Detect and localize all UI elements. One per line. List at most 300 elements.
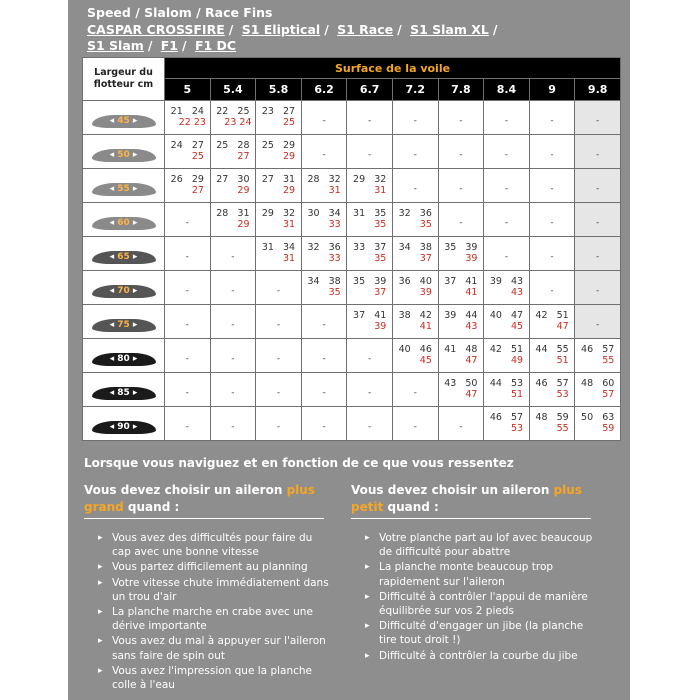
fin-size-value: 38	[419, 242, 432, 253]
empty-value: -	[322, 320, 326, 330]
fin-size-cell	[438, 339, 484, 373]
empty-value: -	[596, 320, 600, 330]
board-width-cell	[83, 203, 165, 237]
category-title: Speed / Slalom / Race Fins	[87, 5, 273, 20]
empty-value: -	[550, 150, 554, 160]
fin-size-value: 29	[283, 140, 296, 151]
fin-size-cell	[575, 305, 621, 339]
empty-value: -	[550, 286, 554, 296]
board-shape-icon: ◂ 65 ▸	[92, 251, 156, 264]
recommended-fin-size: 51	[510, 389, 524, 400]
fin-size-value: 27	[261, 174, 274, 185]
fin-size-cell	[484, 305, 530, 339]
empty-value: -	[596, 252, 600, 262]
fin-size-cell	[484, 407, 530, 441]
recommended-fin-size: 43	[465, 321, 478, 332]
fin-size-value: 25	[237, 106, 250, 117]
fin-size-value: 31	[283, 174, 296, 185]
fin-size-cell	[165, 135, 211, 169]
recommended-fin-size: 29	[283, 185, 296, 196]
empty-value: -	[322, 422, 326, 432]
recommended-fin-size: 49	[510, 355, 524, 366]
recommended-fin-size: 37	[374, 287, 387, 298]
fin-size-cell	[165, 271, 211, 305]
recommended-fin-size: 25	[283, 117, 296, 128]
table-row	[83, 271, 621, 305]
empty-value: -	[550, 252, 554, 262]
recommended-fin-size: 47	[556, 321, 569, 332]
fin-size-cell	[575, 135, 621, 169]
board-shape-icon: ◂ 60 ▸	[92, 217, 156, 230]
list-item: ▸ La planche marche en crabe avec une dérive importante	[98, 605, 329, 633]
empty-value: -	[550, 116, 554, 126]
fin-size-cell	[301, 407, 347, 441]
table-row	[83, 237, 621, 271]
recommended-fin-size: 39	[374, 321, 387, 332]
board-width-label: 45	[117, 115, 130, 126]
fin-size-value: 44	[465, 310, 478, 321]
fin-size-cell	[210, 101, 256, 135]
fin-size-cell	[438, 203, 484, 237]
fin-size-cell	[301, 169, 347, 203]
fin-size-value: 29	[191, 174, 204, 185]
fin-size-cell	[165, 237, 211, 271]
board-width-cell	[83, 271, 165, 305]
fin-size-value: 42	[419, 310, 432, 321]
fin-size-value: 43	[510, 276, 524, 287]
recommended-fin-size: 35	[419, 219, 432, 230]
fin-size-cell	[529, 407, 575, 441]
recommended-fin-size: 53	[556, 389, 569, 400]
link-s1-race[interactable]: S1 Race	[337, 21, 394, 37]
list-item: ▸ Difficulté d'engager un jibe (la planche tire tout droit !)	[365, 619, 596, 647]
list-item: ▸ Vous avez du mal à appuyer sur l'aileron sans faire de spin out	[98, 634, 329, 662]
fin-size-cell	[484, 271, 530, 305]
fin-size-cell	[392, 101, 438, 135]
fin-size-value: 34	[307, 276, 320, 287]
fin-size-cell	[529, 305, 575, 339]
empty-value: -	[368, 354, 372, 364]
fin-size-cell	[392, 305, 438, 339]
empty-value: -	[368, 116, 372, 126]
recommended-fin-size: 41	[419, 321, 432, 332]
fin-size-value: 32	[374, 174, 387, 185]
fin-size-cell	[484, 373, 530, 407]
empty-value: -	[322, 150, 326, 160]
fin-size-value: 55	[556, 344, 569, 355]
fin-size-value: 28	[237, 140, 250, 151]
fin-size-value: 47	[510, 310, 524, 321]
bigger-fin-advice	[84, 482, 329, 693]
empty-value: -	[413, 388, 417, 398]
fin-size-value: 57	[510, 412, 524, 423]
link-s1-slam[interactable]: S1 Slam	[87, 38, 144, 53]
empty-value: -	[596, 116, 600, 126]
table-row	[83, 203, 621, 237]
empty-value: -	[185, 422, 189, 432]
empty-value: -	[231, 286, 235, 296]
empty-value: -	[596, 150, 600, 160]
recommended-fin-size: 31	[328, 185, 341, 196]
fin-size-value: 37	[374, 242, 387, 253]
fin-size-cell	[484, 101, 530, 135]
fin-size-cell	[256, 407, 302, 441]
fin-size-cell	[256, 373, 302, 407]
fin-size-cell	[347, 237, 393, 271]
fin-size-value: 24	[191, 106, 204, 117]
board-width-header: Largeur du flotteur cm	[83, 58, 165, 101]
board-width-label: 60	[117, 217, 130, 228]
empty-value: -	[413, 116, 417, 126]
board-width-label: 90	[117, 421, 130, 432]
empty-value: -	[322, 116, 326, 126]
fin-size-value: 22	[216, 106, 229, 117]
fin-size-value: 50	[581, 412, 594, 423]
fin-size-value: 24	[170, 140, 183, 151]
empty-value: -	[185, 388, 189, 398]
link-s1-slam-xl[interactable]: S1 Slam XL	[410, 21, 489, 37]
empty-value: -	[504, 252, 509, 262]
fin-header: Speed / Slalom / Race Fins CASPAR CROSSFIRE / S1 Eliptical / S1 Race / S1 Slam XL / S1 Slam / F1 / F1 DC	[87, 5, 607, 55]
link-f1[interactable]: F1	[160, 38, 178, 53]
recommended-fin-size: 55	[602, 355, 615, 366]
fin-size-cell	[575, 271, 621, 305]
recommended-fin-size: 33	[328, 219, 341, 230]
fin-size-cell	[347, 203, 393, 237]
fin-size-value: 51	[556, 310, 569, 321]
fin-size-cell	[165, 339, 211, 373]
link-f1-dc[interactable]: F1 DC	[194, 38, 237, 53]
table-row	[83, 339, 621, 373]
recommended-fin-size: 25	[191, 151, 204, 162]
empty-value: -	[459, 150, 463, 160]
fin-size-cell	[347, 305, 393, 339]
link-caspar-crossfire[interactable]: CASPAR CROSSFIRE	[87, 21, 225, 37]
board-shape-icon: ◂ 70 ▸	[92, 285, 156, 298]
fin-size-cell	[256, 271, 302, 305]
list-item: ▸ Difficulté à contrôler la courbe du jibe	[365, 649, 596, 663]
fin-size-cell	[484, 237, 530, 271]
recommended-fin-size: 53	[510, 423, 524, 434]
fin-size-value: 27	[216, 174, 229, 185]
fin-size-cell	[392, 237, 438, 271]
fin-size-cell	[301, 305, 347, 339]
fin-size-value: 32	[307, 242, 320, 253]
fin-size-value: 46	[535, 378, 548, 389]
board-width-cell	[83, 169, 165, 203]
fin-size-cell	[438, 407, 484, 441]
fin-size-cell	[347, 407, 393, 441]
fin-size-cell	[575, 237, 621, 271]
empty-value: -	[276, 286, 281, 296]
fin-size-value: 41	[465, 276, 478, 287]
empty-value: -	[550, 184, 554, 194]
fin-size-cell	[256, 237, 302, 271]
empty-value: -	[504, 150, 509, 160]
fin-size-value: 28	[307, 174, 320, 185]
sail-surface-header: Surface de la voile	[165, 58, 621, 79]
fin-size-value: 40	[398, 344, 411, 355]
fin-size-cell	[256, 339, 302, 373]
recommended-fin-size: 45	[419, 355, 432, 366]
list-item: ▸ Votre vitesse chute immédiatement dans un trou d'air	[98, 576, 329, 604]
board-shape-icon: ◂ 90 ▸	[92, 421, 156, 434]
fin-size-value: 40	[489, 310, 502, 321]
recommended-fin-size: 51	[556, 355, 569, 366]
fin-size-value: 48	[465, 344, 478, 355]
list-item: ▸ Votre planche part au lof avec beaucoup de difficulté pour abattre	[365, 531, 596, 559]
fin-size-cell	[529, 169, 575, 203]
empty-value: -	[504, 184, 509, 194]
fin-size-cell	[301, 203, 347, 237]
fin-size-cell	[392, 203, 438, 237]
fin-size-value: 29	[353, 174, 366, 185]
board-width-label: 80	[117, 353, 130, 364]
fin-size-value: 27	[191, 140, 204, 151]
recommended-fin-size: 27	[237, 151, 250, 162]
fin-size-value: 34	[398, 242, 411, 253]
empty-value: -	[322, 354, 326, 364]
board-width-label: 65	[117, 251, 130, 262]
empty-value: -	[368, 388, 372, 398]
list-item: ▸ La planche monte beaucoup trop rapidement sur l'aileron	[365, 560, 596, 588]
empty-value: -	[504, 218, 509, 228]
sail-size-4: 6.7	[347, 79, 393, 101]
fin-size-value: 43	[444, 378, 457, 389]
fin-size-value: 37	[444, 276, 457, 287]
fin-size-value: 57	[556, 378, 569, 389]
recommended-fin-size: 31	[283, 219, 296, 230]
recommended-fin-size: 37	[419, 253, 432, 264]
fin-size-value: 37	[353, 310, 366, 321]
fin-size-cell	[165, 203, 211, 237]
recommended-fin-size: 43	[510, 287, 524, 298]
empty-value: -	[459, 116, 463, 126]
empty-value: -	[504, 116, 509, 126]
fin-size-value: 23	[261, 106, 274, 117]
fin-size-cell	[392, 339, 438, 373]
fin-size-value: 44	[489, 378, 502, 389]
fin-size-value: 46	[419, 344, 432, 355]
fin-size-value: 39	[444, 310, 457, 321]
fin-size-cell	[529, 203, 575, 237]
fin-size-value: 50	[465, 378, 478, 389]
fin-size-value: 39	[465, 242, 478, 253]
sail-size-0: 5	[165, 79, 211, 101]
fin-size-value: 31	[353, 208, 366, 219]
recommended-fin-size: 57	[602, 389, 615, 400]
recommended-fin-size: 31	[374, 185, 387, 196]
fin-size-value: 36	[398, 276, 411, 287]
board-shape-icon: ◂ 75 ▸	[92, 319, 156, 332]
recommended-fin-size: 23	[224, 117, 237, 128]
link-s1-eliptical[interactable]: S1 Eliptical	[241, 21, 321, 37]
board-width-label: 70	[117, 285, 130, 296]
fin-size-cell	[301, 339, 347, 373]
fin-size-cell	[529, 339, 575, 373]
recommended-fin-size: 31	[283, 253, 296, 264]
board-shape-icon: ◂ 55 ▸	[92, 183, 156, 196]
smaller-fin-list	[351, 531, 596, 663]
sail-size-7: 8.4	[484, 79, 530, 101]
recommended-fin-size: 35	[374, 219, 387, 230]
fin-size-value: 41	[444, 344, 457, 355]
smaller-fin-advice	[351, 482, 596, 664]
board-shape-icon: ◂ 45 ▸	[92, 115, 156, 128]
fin-size-value: 30	[237, 174, 250, 185]
fin-size-value: 39	[489, 276, 502, 287]
fin-size-cell	[210, 339, 256, 373]
fin-size-cell	[575, 373, 621, 407]
recommended-fin-size: 29	[237, 185, 250, 196]
table-row	[83, 135, 621, 169]
fin-size-value: 35	[374, 208, 387, 219]
fin-size-value: 25	[216, 140, 229, 151]
smaller-fin-title: Vous devez choisir un aileron plus petit quand :	[351, 483, 582, 514]
fin-size-cell	[529, 101, 575, 135]
fin-size-cell	[392, 373, 438, 407]
fin-size-cell	[392, 271, 438, 305]
fin-size-cell	[256, 135, 302, 169]
recommended-fin-size: 27	[191, 185, 204, 196]
recommended-fin-size: 35	[374, 253, 387, 264]
empty-value: -	[231, 320, 235, 330]
board-shape-icon: ◂ 85 ▸	[92, 387, 156, 400]
fin-size-value: 32	[283, 208, 296, 219]
empty-value: -	[596, 184, 600, 194]
fin-size-value: 35	[444, 242, 457, 253]
fin-size-value: 30	[307, 208, 320, 219]
empty-value: -	[231, 388, 235, 398]
empty-value: -	[276, 320, 281, 330]
fin-size-value: 34	[328, 208, 341, 219]
fin-size-value: 31	[261, 242, 274, 253]
fin-size-value: 60	[602, 378, 615, 389]
bigger-fin-list	[84, 531, 329, 692]
empty-value: -	[459, 422, 463, 432]
board-width-label: 50	[117, 149, 130, 160]
empty-value: -	[185, 354, 189, 364]
empty-value: -	[322, 388, 326, 398]
fin-size-cell	[347, 135, 393, 169]
bigger-fin-title: Vous devez choisir un aileron plus grand quand :	[84, 483, 315, 514]
board-width-cell	[83, 407, 165, 441]
fin-size-cell	[484, 203, 530, 237]
fin-size-cell	[575, 407, 621, 441]
fin-size-cell	[210, 203, 256, 237]
fin-size-value: 31	[237, 208, 250, 219]
fin-size-cell	[392, 169, 438, 203]
fin-size-value: 26	[170, 174, 183, 185]
fin-size-cell	[256, 305, 302, 339]
fin-size-cell	[529, 373, 575, 407]
fin-size-cell	[529, 237, 575, 271]
fin-size-cell	[575, 203, 621, 237]
empty-value: -	[185, 320, 189, 330]
fin-size-cell	[575, 339, 621, 373]
fin-size-value: 59	[556, 412, 569, 423]
recommended-fin-size: 33	[328, 253, 341, 264]
fin-size-value: 36	[419, 208, 432, 219]
recommended-fin-size: 45	[510, 321, 524, 332]
board-shape-icon: ◂ 80 ▸	[92, 353, 156, 366]
table-row	[83, 407, 621, 441]
empty-value: -	[413, 150, 417, 160]
fin-size-cell	[529, 135, 575, 169]
board-width-label: 75	[117, 319, 130, 330]
fin-size-value: 32	[328, 174, 341, 185]
fin-size-value: 44	[535, 344, 548, 355]
fin-size-cell	[438, 101, 484, 135]
fin-size-cell	[484, 339, 530, 373]
board-width-label: 55	[117, 183, 130, 194]
recommended-fin-size: 41	[465, 287, 478, 298]
board-width-cell	[83, 237, 165, 271]
fin-size-cell	[301, 101, 347, 135]
fin-size-value: 29	[261, 208, 274, 219]
fin-links: CASPAR CROSSFIRE / S1 Eliptical / S1 Race / S1 Slam XL /	[87, 21, 498, 37]
fin-size-cell	[484, 135, 530, 169]
fin-size-value: 46	[489, 412, 502, 423]
divider	[84, 518, 324, 519]
fin-size-value: 42	[535, 310, 548, 321]
fin-size-value: 57	[602, 344, 615, 355]
fin-size-value: 25	[261, 140, 274, 151]
fin-size-value: 28	[216, 208, 229, 219]
empty-value: -	[276, 354, 281, 364]
sail-size-6: 7.8	[438, 79, 484, 101]
recommended-fin-size: 29	[283, 151, 296, 162]
advice-subtitle: Lorsque vous naviguez et en fonction de ce que vous ressentez	[84, 456, 514, 470]
fin-size-cell	[438, 373, 484, 407]
fin-size-value: 53	[510, 378, 524, 389]
sail-size-5: 7.2	[392, 79, 438, 101]
board-width-cell	[83, 339, 165, 373]
sail-size-1: 5.4	[210, 79, 256, 101]
fin-size-value: 21	[170, 106, 183, 117]
fin-size-cell	[347, 373, 393, 407]
table-row	[83, 101, 621, 135]
empty-value: -	[276, 388, 281, 398]
fin-size-value: 32	[398, 208, 411, 219]
recommended-fin-size: 47	[465, 389, 478, 400]
sail-size-9: 9.8	[575, 79, 621, 101]
fin-size-cell	[575, 169, 621, 203]
fin-size-cell	[484, 169, 530, 203]
fin-size-value: 38	[328, 276, 341, 287]
fin-size-value: 41	[374, 310, 387, 321]
table-row	[83, 305, 621, 339]
fin-size-value: 48	[535, 412, 548, 423]
list-item: ▸ Vous avez des difficultés pour faire du cap avec une bonne vitesse	[98, 531, 329, 559]
fin-size-table	[82, 57, 621, 441]
empty-value: -	[276, 422, 281, 432]
empty-value: -	[413, 422, 417, 432]
fin-size-cell	[165, 407, 211, 441]
recommended-fin-size: 55	[556, 423, 569, 434]
fin-size-value: 27	[283, 106, 296, 117]
recommended-fin-size: 47	[465, 355, 478, 366]
empty-value: -	[231, 252, 235, 262]
empty-value: -	[596, 286, 600, 296]
empty-value: -	[459, 184, 463, 194]
fin-size-cell	[210, 271, 256, 305]
recommended-fin-size: 23	[193, 117, 206, 128]
empty-value: -	[413, 184, 417, 194]
fin-size-cell	[438, 135, 484, 169]
fin-size-value: 63	[602, 412, 615, 423]
empty-value: -	[185, 286, 189, 296]
